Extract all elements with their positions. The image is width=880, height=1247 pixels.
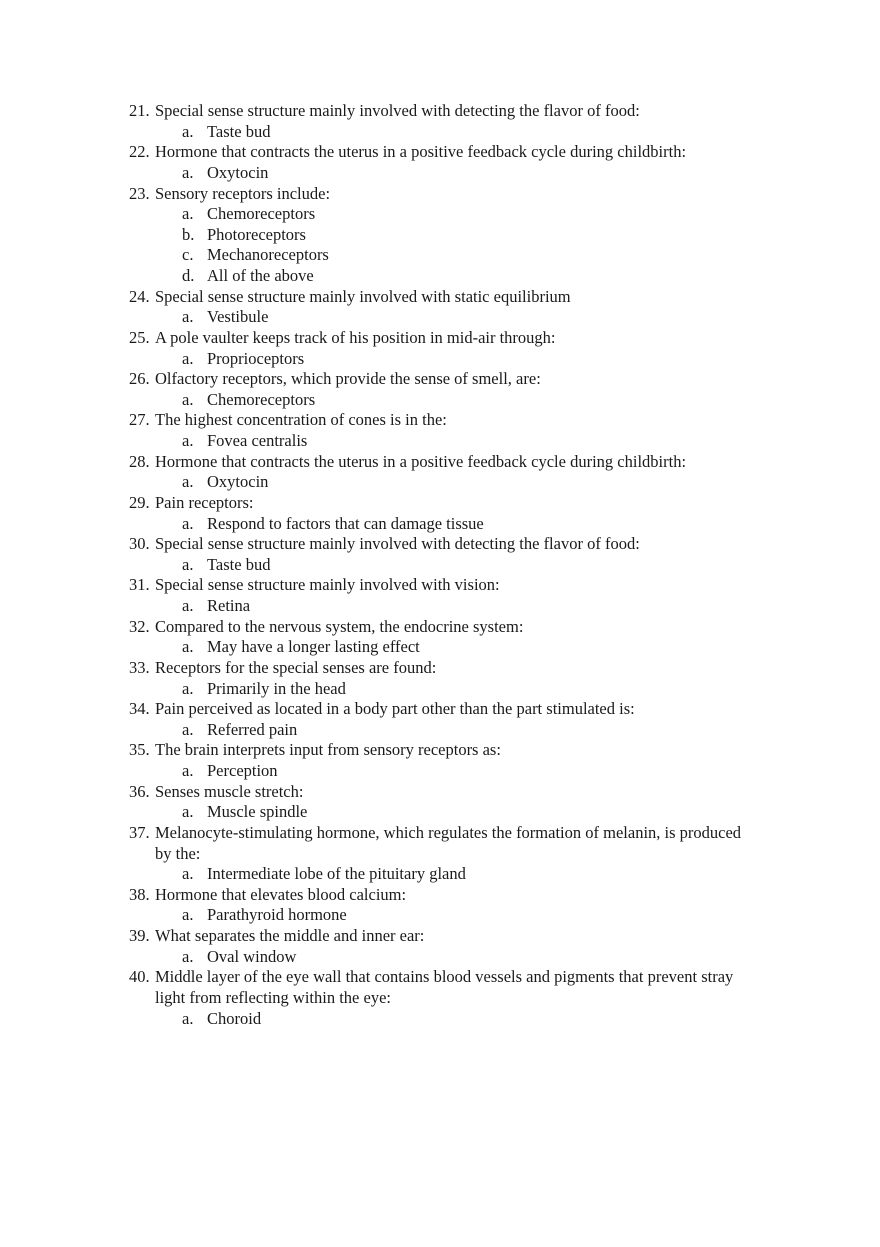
question-item <box>0 617 880 658</box>
question-text: The highest concentration of cones is in the: <box>155 410 447 430</box>
answer-option <box>0 1009 880 1030</box>
question-text: What separates the middle and inner ear: <box>155 926 425 945</box>
question-item <box>0 184 880 287</box>
answer-letter: a. <box>182 431 194 450</box>
answer-text: Choroid <box>207 1008 262 1028</box>
question-text: Special sense structure mainly involved with vision: <box>155 575 500 595</box>
answer-text: Chemoreceptors <box>207 389 316 409</box>
question-text: by the: <box>155 843 201 863</box>
answer-option <box>0 204 880 225</box>
answer-option <box>0 947 880 968</box>
question-item <box>0 885 880 926</box>
question-item <box>0 369 880 410</box>
question-item <box>0 142 880 183</box>
answer-letter: a. <box>182 761 194 780</box>
question-number: 38. <box>129 884 150 904</box>
question-line <box>0 658 880 679</box>
question-item <box>0 823 880 885</box>
answer-letter: a. <box>182 905 194 925</box>
answer-letter: c. <box>182 245 194 265</box>
answer-option <box>0 514 880 535</box>
question-line <box>0 184 880 205</box>
question-item <box>0 534 880 575</box>
question-text: Sensory receptors include: <box>155 183 331 203</box>
question-item <box>0 575 880 616</box>
answer-text: Intermediate lobe of the pituitary gland <box>207 864 466 884</box>
question-line <box>0 988 880 1009</box>
answer-letter: d. <box>182 266 195 285</box>
question-item <box>0 410 880 451</box>
question-number: 40. <box>129 967 150 987</box>
question-text: Receptors for the special senses are found: <box>155 657 437 677</box>
question-text: Compared to the nervous system, the endocrine system: <box>155 616 524 636</box>
question-text: Hormone that contracts the uterus in a positive feedback cycle during childbirth: <box>155 142 687 162</box>
question-number: 34. <box>129 699 150 719</box>
question-line <box>0 617 880 638</box>
question-text: Hormone that elevates blood calcium: <box>155 884 407 904</box>
answer-text: Muscle spindle <box>207 802 308 822</box>
answer-text: All of the above <box>207 266 314 285</box>
answer-text: Oval window <box>207 946 297 966</box>
question-text: A pole vaulter keeps track of his position in mid-air through: <box>155 327 556 347</box>
question-item <box>0 740 880 781</box>
answer-letter: b. <box>182 224 195 244</box>
answer-option <box>0 637 880 658</box>
answer-text: Oxytocin <box>207 472 269 492</box>
answer-letter: a. <box>182 513 194 533</box>
question-item <box>0 782 880 823</box>
question-line <box>0 287 880 308</box>
question-number: 39. <box>129 926 150 945</box>
answer-option <box>0 266 880 287</box>
question-text: Senses muscle stretch: <box>155 781 304 801</box>
question-line <box>0 967 880 988</box>
answer-option <box>0 761 880 782</box>
question-item <box>0 287 880 328</box>
question-number: 22. <box>129 142 150 162</box>
answer-text: Retina <box>207 596 251 615</box>
answer-letter: a. <box>182 637 194 657</box>
answer-option <box>0 163 880 184</box>
question-line <box>0 328 880 349</box>
question-number: 35. <box>129 740 150 760</box>
question-line <box>0 699 880 720</box>
answer-text: May have a longer lasting effect <box>207 637 420 657</box>
question-item <box>0 328 880 369</box>
question-text: Special sense structure mainly involved with detecting the flavor of food: <box>155 101 640 120</box>
question-item <box>0 926 880 967</box>
question-text: Olfactory receptors, which provide the sense of smell, are: <box>155 369 541 389</box>
question-number: 26. <box>129 369 150 389</box>
question-line <box>0 369 880 390</box>
question-line <box>0 740 880 761</box>
answer-text: Vestibule <box>207 307 269 327</box>
question-number: 27. <box>129 410 150 430</box>
answer-letter: a. <box>182 596 194 615</box>
answer-text: Mechanoreceptors <box>207 245 329 265</box>
answer-letter: a. <box>182 307 194 327</box>
answer-letter: a. <box>182 1008 194 1028</box>
answer-option <box>0 802 880 823</box>
answer-text: Photoreceptors <box>207 224 306 244</box>
answer-text: Taste bud <box>207 554 271 574</box>
question-text: The brain interprets input from sensory receptors as: <box>155 740 501 760</box>
question-number: 29. <box>129 492 150 512</box>
question-text: Hormone that contracts the uterus in a positive feedback cycle during childbirth: <box>155 451 687 471</box>
question-text: Middle layer of the eye wall that contains blood vessels and pigments that prevent stray <box>155 967 734 987</box>
answer-letter: a. <box>182 121 194 141</box>
answer-text: Fovea centralis <box>207 431 308 450</box>
answer-letter: a. <box>182 348 194 368</box>
question-number: 30. <box>129 534 150 554</box>
question-item <box>0 493 880 534</box>
answer-option <box>0 720 880 741</box>
answer-text: Respond to factors that can damage tissue <box>207 513 484 533</box>
question-item <box>0 658 880 699</box>
answer-letter: a. <box>182 162 194 182</box>
question-text: Pain perceived as located in a body part other than the part stimulated is: <box>155 699 635 719</box>
question-number: 33. <box>129 657 150 677</box>
question-line <box>0 926 880 947</box>
answer-option <box>0 596 880 617</box>
question-number: 36. <box>129 781 150 801</box>
question-number: 24. <box>129 286 150 306</box>
question-line <box>0 782 880 803</box>
answer-text: Perception <box>207 761 278 780</box>
answer-text: Chemoreceptors <box>207 204 316 224</box>
answer-letter: a. <box>182 204 194 224</box>
answer-text: Taste bud <box>207 121 271 141</box>
question-text: light from reflecting within the eye: <box>155 987 391 1007</box>
question-line <box>0 101 880 122</box>
question-list <box>0 101 880 1029</box>
question-text: Special sense structure mainly involved with detecting the flavor of food: <box>155 534 640 554</box>
answer-letter: a. <box>182 864 194 884</box>
answer-text: Primarily in the head <box>207 678 346 698</box>
answer-option <box>0 349 880 370</box>
question-line <box>0 493 880 514</box>
question-number: 23. <box>129 183 150 203</box>
question-item <box>0 452 880 493</box>
answer-letter: a. <box>182 678 194 698</box>
question-line <box>0 410 880 431</box>
answer-letter: a. <box>182 472 194 492</box>
question-number: 25. <box>129 327 150 347</box>
question-item <box>0 967 880 1029</box>
answer-letter: a. <box>182 946 194 966</box>
question-number: 31. <box>129 575 150 595</box>
question-number: 28. <box>129 451 150 471</box>
question-item <box>0 699 880 740</box>
answer-option <box>0 555 880 576</box>
answer-text: Parathyroid hormone <box>207 905 347 925</box>
answer-option <box>0 245 880 266</box>
question-number: 21. <box>129 101 150 120</box>
answer-text: Oxytocin <box>207 162 269 182</box>
answer-letter: a. <box>182 802 194 822</box>
question-line <box>0 452 880 473</box>
question-number: 37. <box>129 822 150 842</box>
answer-option <box>0 390 880 411</box>
question-line <box>0 885 880 906</box>
question-line <box>0 823 880 844</box>
answer-option <box>0 122 880 143</box>
answer-option <box>0 679 880 700</box>
answer-text: Proprioceptors <box>207 348 305 368</box>
answer-text: Referred pain <box>207 719 298 739</box>
question-text: Special sense structure mainly involved with static equilibrium <box>155 286 571 306</box>
answer-letter: a. <box>182 719 194 739</box>
answer-option <box>0 225 880 246</box>
answer-letter: a. <box>182 554 194 574</box>
answer-option <box>0 431 880 452</box>
question-text: Melanocyte-stimulating hormone, which regulates the formation of melanin, is produced <box>155 822 742 842</box>
question-item <box>0 101 880 142</box>
question-line <box>0 575 880 596</box>
question-line <box>0 844 880 865</box>
question-line <box>0 142 880 163</box>
question-line <box>0 534 880 555</box>
answer-option <box>0 905 880 926</box>
question-number: 32. <box>129 616 150 636</box>
answer-option <box>0 472 880 493</box>
answer-option <box>0 864 880 885</box>
question-text: Pain receptors: <box>155 492 254 512</box>
answer-option <box>0 307 880 328</box>
answer-letter: a. <box>182 389 194 409</box>
